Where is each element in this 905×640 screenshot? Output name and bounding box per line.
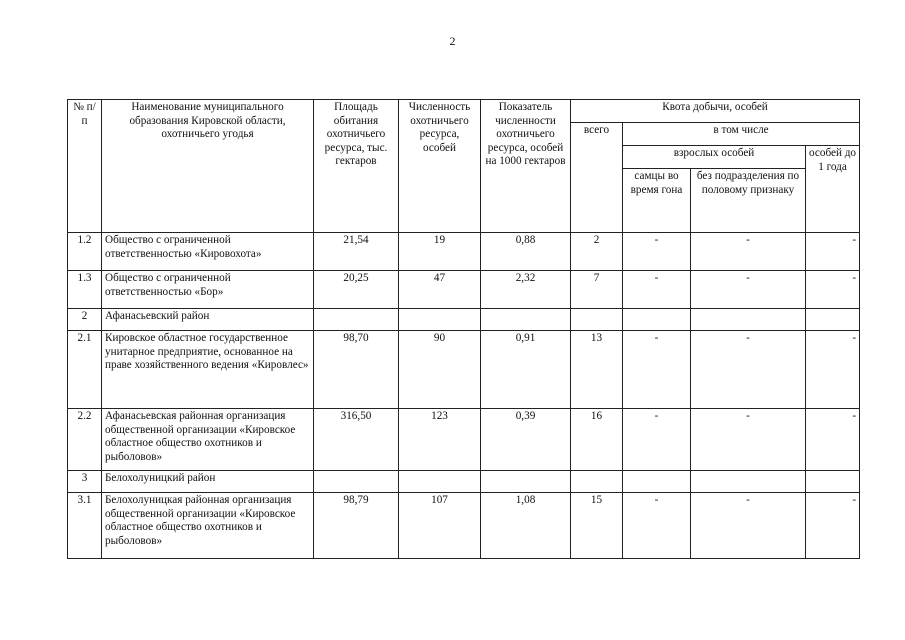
cell-no-sex: -: [691, 271, 806, 309]
header-total: всего: [571, 123, 623, 233]
header-no-sex: без подразделения по половому признаку: [691, 169, 806, 233]
cell-count: [399, 309, 481, 331]
header-area: Площадь обитания охотничьего ресурса, тыс. гектаров: [314, 100, 399, 233]
cell-no-sex: [691, 471, 806, 493]
cell-under1: [806, 471, 860, 493]
cell-density: 2,32: [481, 271, 571, 309]
header-males-rut: самцы во время гона: [623, 169, 691, 233]
cell-name: Афанасьевский район: [102, 309, 314, 331]
cell-under1: -: [806, 271, 860, 309]
cell-name: Общество с ограниченной ответственностью «Кировохота»: [102, 233, 314, 271]
cell-density: 1,08: [481, 493, 571, 559]
table-row: [68, 493, 860, 559]
cell-under1: [806, 309, 860, 331]
cell-name: Белохолуницкий район: [102, 471, 314, 493]
quota-table: [67, 99, 860, 559]
cell-males-rut: -: [623, 493, 691, 559]
cell-area: 98,79: [314, 493, 399, 559]
table-row: [68, 331, 860, 409]
cell-total: [571, 471, 623, 493]
cell-num: 1.2: [68, 233, 102, 271]
header-adults: взрослых особей: [623, 146, 806, 169]
header-name: Наименование муниципального образования Кировской области, охотничьего угодья: [102, 100, 314, 233]
cell-total: 16: [571, 409, 623, 471]
header-under1: особей до 1 года: [806, 146, 860, 233]
cell-under1: -: [806, 493, 860, 559]
cell-count: 107: [399, 493, 481, 559]
cell-count: 47: [399, 271, 481, 309]
cell-count: 19: [399, 233, 481, 271]
cell-count: [399, 471, 481, 493]
cell-density: [481, 309, 571, 331]
cell-num: 3.1: [68, 493, 102, 559]
header-num: № п/п: [68, 100, 102, 233]
cell-name: Белохолуницкая районная организация общественной организации «Кировское областное общество охотников и рыболовов»: [102, 493, 314, 559]
page-number: 2: [449, 34, 456, 48]
cell-name: Кировское областное государственное унитарное предприятие, основанное на праве хозяйственного ведения «Кировлес»: [102, 331, 314, 409]
cell-density: 0,39: [481, 409, 571, 471]
cell-num: 2.2: [68, 409, 102, 471]
cell-name: Афанасьевская районная организация общественной организации «Кировское областное общество охотников и рыболовов»: [102, 409, 314, 471]
cell-num: 2.1: [68, 331, 102, 409]
cell-total: 13: [571, 331, 623, 409]
cell-males-rut: [623, 309, 691, 331]
cell-count: 90: [399, 331, 481, 409]
table-row: [68, 271, 860, 309]
cell-no-sex: -: [691, 409, 806, 471]
cell-num: 1.3: [68, 271, 102, 309]
header-quota: Квота добычи, особей: [571, 100, 860, 123]
cell-no-sex: [691, 309, 806, 331]
header-including: в том числе: [623, 123, 860, 146]
cell-total: 15: [571, 493, 623, 559]
cell-males-rut: [623, 471, 691, 493]
table-body: [68, 233, 860, 559]
cell-area: [314, 471, 399, 493]
cell-density: [481, 471, 571, 493]
cell-males-rut: -: [623, 233, 691, 271]
cell-total: 7: [571, 271, 623, 309]
cell-count: 123: [399, 409, 481, 471]
header-density: Показатель численности охотничьего ресурса, особей на 1000 гектаров: [481, 100, 571, 233]
table-row: [68, 233, 860, 271]
cell-males-rut: -: [623, 409, 691, 471]
cell-no-sex: -: [691, 331, 806, 409]
table-row: [68, 409, 860, 471]
cell-density: 0,91: [481, 331, 571, 409]
cell-name: Общество с ограниченной ответственностью «Бор»: [102, 271, 314, 309]
cell-area: 21,54: [314, 233, 399, 271]
cell-under1: -: [806, 409, 860, 471]
cell-area: 98,70: [314, 331, 399, 409]
cell-under1: -: [806, 233, 860, 271]
cell-area: 316,50: [314, 409, 399, 471]
cell-under1: -: [806, 331, 860, 409]
cell-males-rut: -: [623, 271, 691, 309]
table-row: [68, 309, 860, 331]
cell-num: 3: [68, 471, 102, 493]
cell-total: 2: [571, 233, 623, 271]
cell-num: 2: [68, 309, 102, 331]
cell-area: [314, 309, 399, 331]
cell-density: 0,88: [481, 233, 571, 271]
cell-no-sex: -: [691, 233, 806, 271]
cell-no-sex: -: [691, 493, 806, 559]
cell-area: 20,25: [314, 271, 399, 309]
cell-males-rut: -: [623, 331, 691, 409]
table-row: [68, 471, 860, 493]
header-count: Численность охотничьего ресурса, особей: [399, 100, 481, 233]
cell-total: [571, 309, 623, 331]
